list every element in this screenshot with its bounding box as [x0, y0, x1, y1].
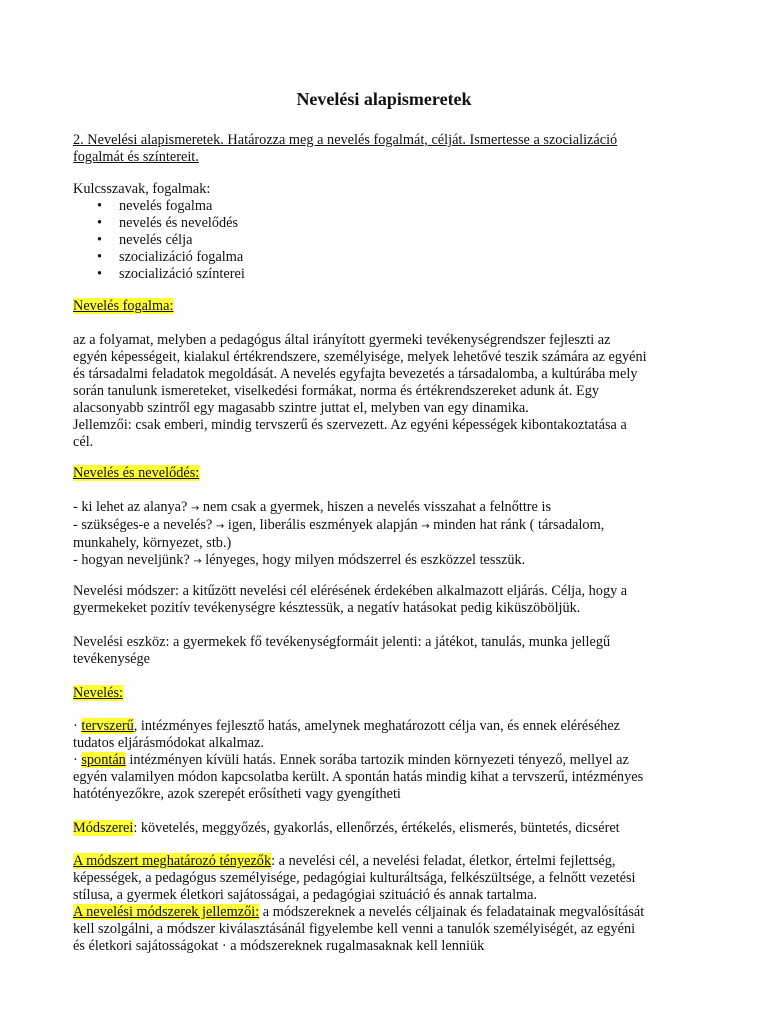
bullet-icon: • [97, 198, 103, 214]
text-line: · spontán intézményen kívüli hatás. Ennek sorába tartozik minden környezeti tényező, mellyel az [73, 752, 629, 768]
arrow-right-icon: → [190, 503, 200, 514]
keywords-block [73, 181, 713, 283]
bullet-icon: • [97, 249, 103, 265]
text-line: A módszert meghatározó tényezők: a nevelési cél, a nevelési feladat, életkor, értelmi fejlettség, [73, 853, 616, 869]
arrow-right-icon: → [193, 556, 202, 567]
text-line: Nevelési eszköz: a gyermekek fő tevékenységformáit jelenti: a játékot, tanulás, munka jellegű [73, 634, 611, 650]
text-line: · tervszerű, intézményes fejlesztő hatás, amelynek meghatározott célja van, és ennek eléréséhez [73, 718, 621, 734]
highlighted-heading: Nevelés fogalma: [73, 298, 174, 314]
factors-paragraph [73, 853, 713, 904]
question-line-1: 2. Nevelési alapismeretek. Határozza meg a nevelés fogalmát, célját. Ismertesse a szocializáció [73, 132, 618, 148]
methods-paragraph [73, 820, 713, 837]
text-line: alacsonyabb szintről egy magasabb szintre juttat el, melyben van egy dinamika. [73, 400, 529, 416]
section-heading-nevelés-és-nevelődés [73, 465, 713, 482]
text-line: - hogyan neveljünk? → lényeges, hogy milyen módszerrel és eszközzel tesszük. [73, 552, 526, 568]
list-item: • szocializáció fogalma [97, 249, 244, 265]
text-line: - ki lehet az alanya? → nem csak a gyermek, hiszen a nevelés visszahat a felnőttre is [73, 499, 552, 515]
text-line: tudatos eljárásmódokat alkalmaz. [73, 735, 264, 751]
highlighted-heading: Nevelés: [73, 685, 124, 701]
text-line: tevékenysége [73, 651, 151, 667]
text-line: képességek, a pedagógus személyisége, pedagógiai kulturáltsága, felkészültsége, a felnőtt vezetési [73, 870, 636, 886]
definition-paragraph [73, 332, 713, 451]
keywords-heading: Kulcsszavak, fogalmak: [73, 181, 211, 197]
list-item: • nevelés fogalma [97, 198, 213, 214]
text-line: Nevelési módszer: a kitűzött nevelési cél elérésének érdekében alkalmazott eljárás. Célja, hogy a [73, 583, 628, 599]
text-line: gyermekeket pozitív tevékenységre késztessük, a negatív hatásokat pedig kiküszöböljük. [73, 600, 581, 616]
text-line: során tanulunk ismereteket, viselkedési formákat, norma és értékrendszereket adunk át. Egy [73, 383, 600, 399]
text-line: cél. [73, 434, 94, 450]
document-title: Nevelési alapismeretek [296, 89, 472, 109]
text-line: stílusa, a gyermek életkori sajátosságai, a pedagógiai szituáció és annak tartalma. [73, 887, 538, 903]
text-line: munkahely, környezet, stb.) [73, 535, 232, 551]
question-line-2: fogalmát és színtereit. [73, 149, 199, 165]
characteristics-paragraph [73, 904, 713, 955]
text-line: és életkori sajátosságokat · a módszereknek rugalmasaknak kell lenniük [73, 938, 485, 954]
method-paragraph [73, 583, 713, 617]
text-line: egyén valamilyen módon kapcsolatba került. A spontán hatás mindig kihat a tervszerű, intézményes [73, 769, 644, 785]
highlight-spontán: spontán [81, 752, 126, 768]
section-heading-nevelés [73, 685, 713, 702]
text-line: kell szolgálni, a módszer kiválasztásánál figyelembe kell venni a tanulók személyiségét, az egyéni [73, 921, 636, 937]
text-line: - szükséges-e a nevelés? → igen, liberális eszmények alapján → minden hat ránk ( társadalom, [73, 517, 605, 533]
list-item: • nevelés és nevelődés [97, 215, 239, 231]
text-line: hatótényezőkre, azok szerepét erősítheti vagy gyengítheti [73, 786, 401, 802]
bullet-icon: • [97, 232, 103, 248]
highlighted-heading: Nevelés és nevelődés: [73, 465, 200, 481]
text-line: Módszerei: követelés, meggyőzés, gyakorlás, ellenőrzés, értékelés, elismerés, büntetés, dicséret [73, 820, 620, 836]
highlight-módszerei: Módszerei [73, 820, 134, 836]
question-paragraph [73, 132, 713, 166]
list-item: • nevelés célja [97, 232, 193, 248]
text-line: Jellemzői: csak emberi, mindig tervszerű és szervezett. Az egyéni képességek kibontakoztatása a [73, 417, 627, 433]
highlight-tervszerű: tervszerű [81, 718, 134, 734]
tool-paragraph [73, 634, 713, 668]
bullet-icon: • [97, 215, 103, 231]
highlight-factors: A módszert meghatározó tényezők [73, 853, 272, 869]
arrow-right-icon: → [215, 521, 225, 532]
text-line: A nevelési módszerek jellemzői: a módszereknek a nevelés céljainak és feladatainak megvalósítását [73, 904, 645, 920]
nevelés-types-paragraph [73, 718, 713, 803]
text-line: egyén képességeit, kialakul értékrendszere, személyisége, melyek lehetővé teszik számára az egyéni [73, 349, 647, 365]
keywords-list [73, 198, 713, 283]
section-heading-nevelés-fogalma [73, 298, 713, 315]
arrow-right-icon: → [421, 521, 430, 532]
questions-paragraph [73, 499, 713, 570]
bullet-icon: • [97, 266, 103, 282]
text-line: az a folyamat, melyben a pedagógus által irányított gyermeki tevékenységrendszer fejleszti az [73, 332, 611, 348]
list-item: • szocializáció színterei [97, 266, 245, 282]
highlight-characteristics: A nevelési módszerek jellemzői: [73, 904, 260, 920]
text-line: és társadalmi feladatok megoldását. A nevelés egyfajta bevezetés a társadalomba, a kultúrába mely [73, 366, 638, 382]
